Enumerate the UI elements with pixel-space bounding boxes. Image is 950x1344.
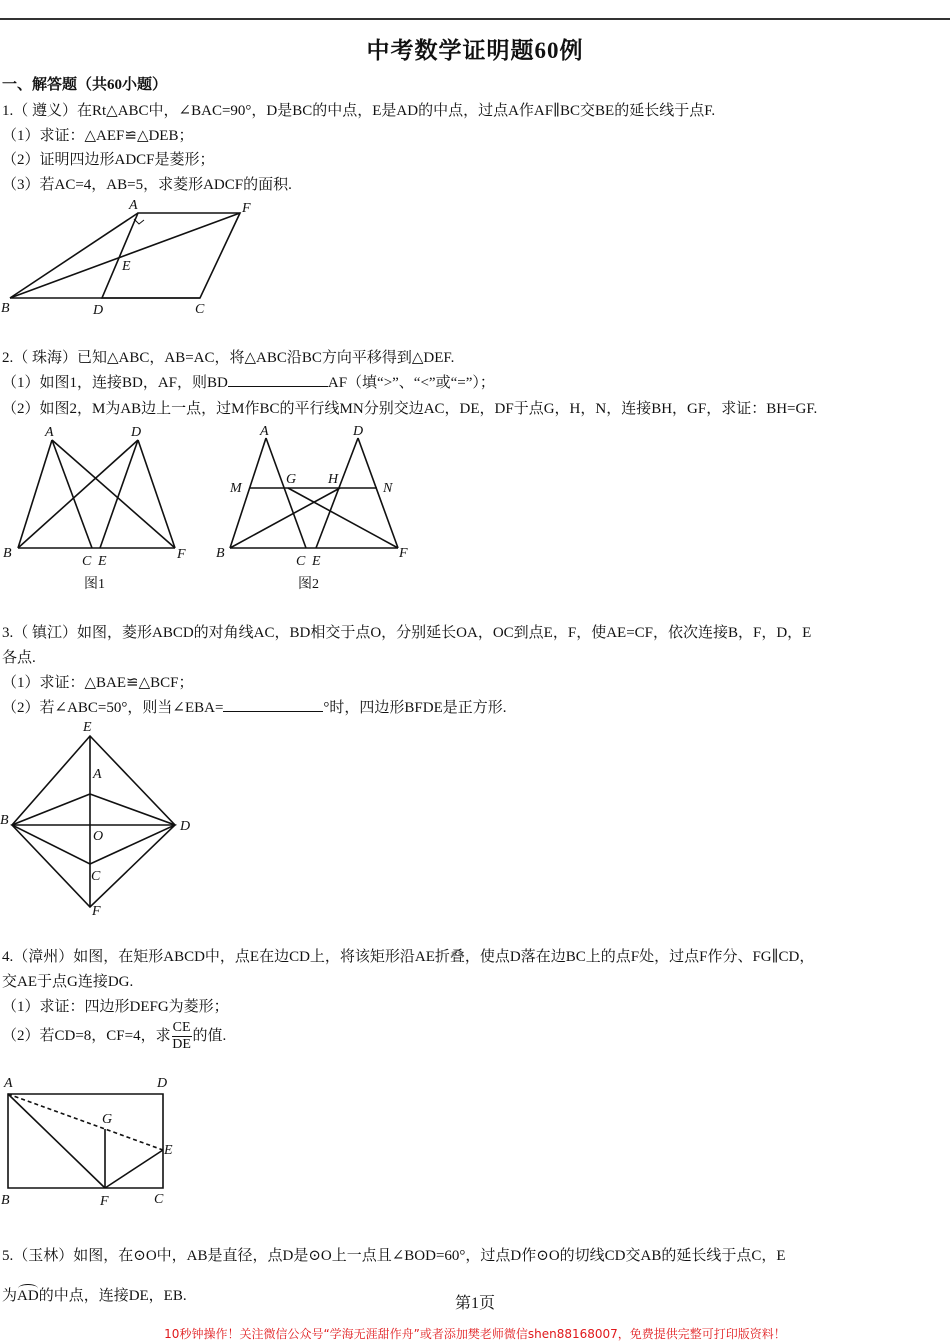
q2f2-de xyxy=(316,438,358,548)
q4-label-b: B xyxy=(1,1193,10,1208)
q2-answer-blank[interactable] xyxy=(228,373,328,387)
section-heading: 一、解答题（共60小题） xyxy=(2,77,168,93)
q3-stem-line2: 各点. xyxy=(2,650,36,666)
q4-stem-line1: 4.（漳州）如图，在矩形ABCD中，点E在边CD上，将该矩形沿AE折叠，使点D落在边BC上的点F处，过点F作分、FG∥CD， xyxy=(2,949,815,965)
q4-fraction-denominator: DE xyxy=(172,1037,191,1052)
q1-label-e: E xyxy=(122,259,131,274)
page-title: 中考数学证明题60例 xyxy=(366,38,584,63)
q4-label-f: F xyxy=(100,1194,109,1209)
q2f1-label-a: A xyxy=(45,425,54,440)
q3-label-b: B xyxy=(0,813,9,828)
footer-promo: 10秒钟操作！关注微信公众号“学海无涯甜作舟”或者添加樊老师微信shen88168007，免费提供完整可打印版资料！ xyxy=(164,1327,786,1341)
q2f2-label-d: D xyxy=(353,424,364,439)
q1-seg-ab xyxy=(10,213,138,298)
q1-stem: 1.（ 遵义）在Rt△ABC中，∠BAC=90°，D是BC的中点，E是AD的中点，过点A作AF∥BC交BE的延长线于点F. xyxy=(2,103,716,119)
top-rule xyxy=(0,18,950,20)
q5-stem-line1: 5.（玉林）如图，在⊙O中，AB是直径，点D是⊙O上一点且∠BOD=60°，过点D作⊙O的切线CD交AB的延长线于点C，E xyxy=(2,1248,786,1264)
q4-label-e: E xyxy=(164,1143,173,1158)
q2f2-label-e: E xyxy=(312,554,321,569)
q3-label-e: E xyxy=(83,720,92,735)
q1-figure xyxy=(0,195,260,320)
q2f2-label-b: B xyxy=(216,546,225,561)
q2f2-caption: 图2 xyxy=(298,577,319,592)
q5-stem-suffix: 的中点，连接DE，EB. xyxy=(38,1288,187,1304)
q3-stem-line1: 3.（ 镇江）如图，菱形ABCD的对角线AC，BD相交于点O，分别延长OA，OC到点E，F，使AE=CF，依次连接B，F，D，E xyxy=(2,625,812,641)
q2-figure-1 xyxy=(0,420,200,595)
q3-label-o: O xyxy=(93,829,104,844)
q4-part2-prefix: （2）若CD=8，CF=4，求 xyxy=(2,1027,171,1044)
q2f2-label-m: M xyxy=(230,481,242,496)
q2-part1-prefix: （1）如图1，连接BD，AF，则BD xyxy=(2,375,228,391)
q3-figure xyxy=(0,714,200,924)
q2-part2: （2）如图2，M为AB边上一点，过M作BC的平行线MN分别交边AC，DE，DF于点G，H，N，连接BH，GF，求证：BH=GF. xyxy=(2,401,818,417)
q4-part1: （1）求证：四边形DEFG为菱形； xyxy=(2,999,229,1015)
q2f2-label-c: C xyxy=(296,554,306,569)
q3-label-d: D xyxy=(180,819,191,834)
q2f1-label-f: F xyxy=(177,547,186,562)
q2f2-label-h: H xyxy=(328,472,339,487)
q1-label-c: C xyxy=(195,302,205,317)
q2f1-label-b: B xyxy=(3,546,12,561)
q4-seg-ae xyxy=(8,1094,163,1150)
q4-label-c: C xyxy=(154,1192,164,1207)
q5-stem-prefix: 为 xyxy=(2,1288,18,1304)
q1-part1: （1）求证：△AEF≌△DEB； xyxy=(2,128,194,144)
q3-answer-blank[interactable] xyxy=(223,698,323,712)
q1-part2: （2）证明四边形ADCF是菱形； xyxy=(2,152,215,168)
q2f1-label-c: C xyxy=(82,554,92,569)
q4-rectangle-abcd xyxy=(8,1094,163,1188)
q3-part2-prefix: （2）若∠ABC=50°，则当∠EBA= xyxy=(2,700,224,716)
q4-fraction xyxy=(172,1021,192,1052)
q2f2-label-g: G xyxy=(286,472,297,487)
q2f1-label-e: E xyxy=(98,554,107,569)
q3-part2-suffix: °时，四边形BFDE是正方形. xyxy=(323,700,507,716)
q2f1-bd xyxy=(18,440,138,548)
q2-part1-suffix: AF（填“>”、“<”或“=”）； xyxy=(327,375,495,391)
q2-stem: 2.（ 珠海）已知△ABC，AB=AC，将△ABC沿BC方向平移得到△DEF. xyxy=(2,350,455,366)
q2f2-label-f: F xyxy=(399,546,408,561)
page-number: 第1页 xyxy=(454,1295,495,1312)
q4-stem-line2: 交AE于点G连接DG. xyxy=(2,974,134,990)
q4-label-d: D xyxy=(157,1076,168,1091)
q1-label-b: B xyxy=(1,301,10,316)
q2f2-gf xyxy=(288,488,398,548)
q3-part1: （1）求证：△BAE≌△BCF； xyxy=(2,675,194,691)
q4-figure xyxy=(0,1072,190,1212)
q2-part1 xyxy=(2,371,495,392)
q4-label-g: G xyxy=(102,1112,113,1127)
q5-arc-ad: AD xyxy=(17,1288,39,1304)
q2f2-ac xyxy=(266,438,306,548)
q3-label-a: A xyxy=(93,767,102,782)
q2f1-label-d: D xyxy=(131,425,142,440)
q3-label-c: C xyxy=(91,869,101,884)
q4-label-a: A xyxy=(4,1076,13,1091)
q2f2-label-a: A xyxy=(260,424,269,439)
q2f1-caption: 图1 xyxy=(84,577,105,592)
q1-label-d: D xyxy=(93,303,104,318)
q2f2-label-n: N xyxy=(383,481,393,496)
q4-seg-fe xyxy=(105,1150,163,1188)
q2-figure-2 xyxy=(210,420,420,595)
q4-part2-suffix: 的值. xyxy=(192,1027,227,1044)
q1-label-a: A xyxy=(129,198,138,213)
q1-label-f: F xyxy=(242,201,251,216)
q1-part3: （3）若AC=4，AB=5，求菱形ADCF的面积. xyxy=(2,177,292,193)
q4-seg-af xyxy=(8,1094,105,1188)
q4-part2 xyxy=(2,1021,226,1052)
q2f1-ac xyxy=(52,440,92,548)
q4-fraction-numerator: CE xyxy=(172,1020,191,1035)
q3-label-f: F xyxy=(92,904,101,919)
